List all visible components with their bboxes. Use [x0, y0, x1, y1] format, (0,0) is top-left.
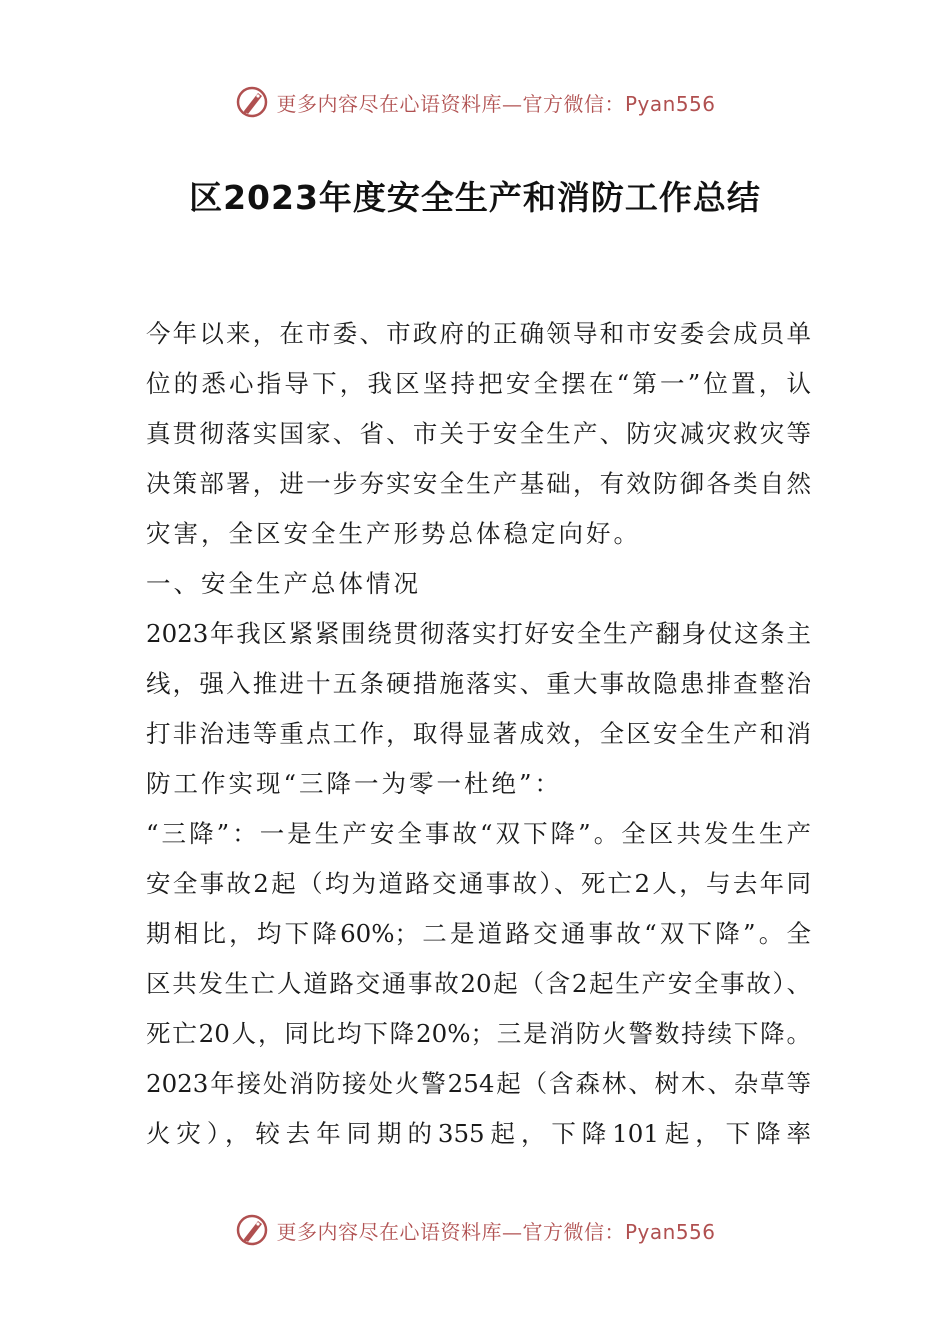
document-body	[146, 313, 811, 1163]
body-line: 灾害，全区安全生产形势总体稳定向好。	[146, 519, 641, 548]
body-line: 2023年接处消防接处火警254起（含森林、树木、杂草等	[146, 1069, 811, 1098]
watermark-banner-top	[0, 82, 950, 122]
body-line: 火灾），较去年同期的355起，下降101起，下降率	[146, 1119, 811, 1148]
body-line: 打非治违等重点工作，取得显著成效，全区安全生产和消	[146, 719, 811, 748]
body-line: 防工作实现“三降一为零一杜绝”：	[146, 769, 563, 798]
body-line: 真贯彻落实国家、省、市关于安全生产、防灾减灾救灾等	[146, 419, 811, 448]
body-line: 区共发生亡人道路交通事故20起（含2起生产安全事故）、	[146, 969, 811, 998]
document-title: 区2023年度安全生产和消防工作总结	[189, 178, 761, 217]
section-heading: 一、安全生产总体情况	[146, 569, 421, 598]
body-line: 死亡20人，同比均下降20%；三是消防火警数持续下降。	[146, 1019, 811, 1048]
watermark-text: 更多内容尽在心语资料库—官方微信：Pyan556	[276, 1219, 716, 1244]
pen-nib-logo-icon	[234, 1212, 270, 1248]
pen-nib-logo-icon	[234, 84, 270, 120]
body-line: 安全事故2起（均为道路交通事故）、死亡2人，与去年同	[146, 869, 811, 898]
watermark-text: 更多内容尽在心语资料库—官方微信：Pyan556	[276, 91, 716, 116]
watermark-brand: Pyan556	[624, 91, 716, 116]
body-line: 2023年我区紧紧围绕贯彻落实打好安全生产翻身仗这条主	[146, 619, 811, 648]
body-line: “三降”：一是生产安全事故“双下降”。全区共发生生产	[146, 819, 811, 848]
body-line: 今年以来，在市委、市政府的正确领导和市安委会成员单	[146, 319, 811, 348]
body-line: 位的悉心指导下，我区坚持把安全摆在“第一”位置，认	[146, 369, 811, 398]
body-line: 线，强入推进十五条硬措施落实、重大事故隐患排查整治	[146, 669, 811, 698]
body-line: 期相比，均下降60%；二是道路交通事故“双下降”。全	[146, 919, 811, 948]
body-line: 决策部署，进一步夯实安全生产基础，有效防御各类自然	[146, 469, 811, 498]
watermark-brand: Pyan556	[624, 1219, 716, 1244]
watermark-banner-bottom	[0, 1210, 950, 1250]
